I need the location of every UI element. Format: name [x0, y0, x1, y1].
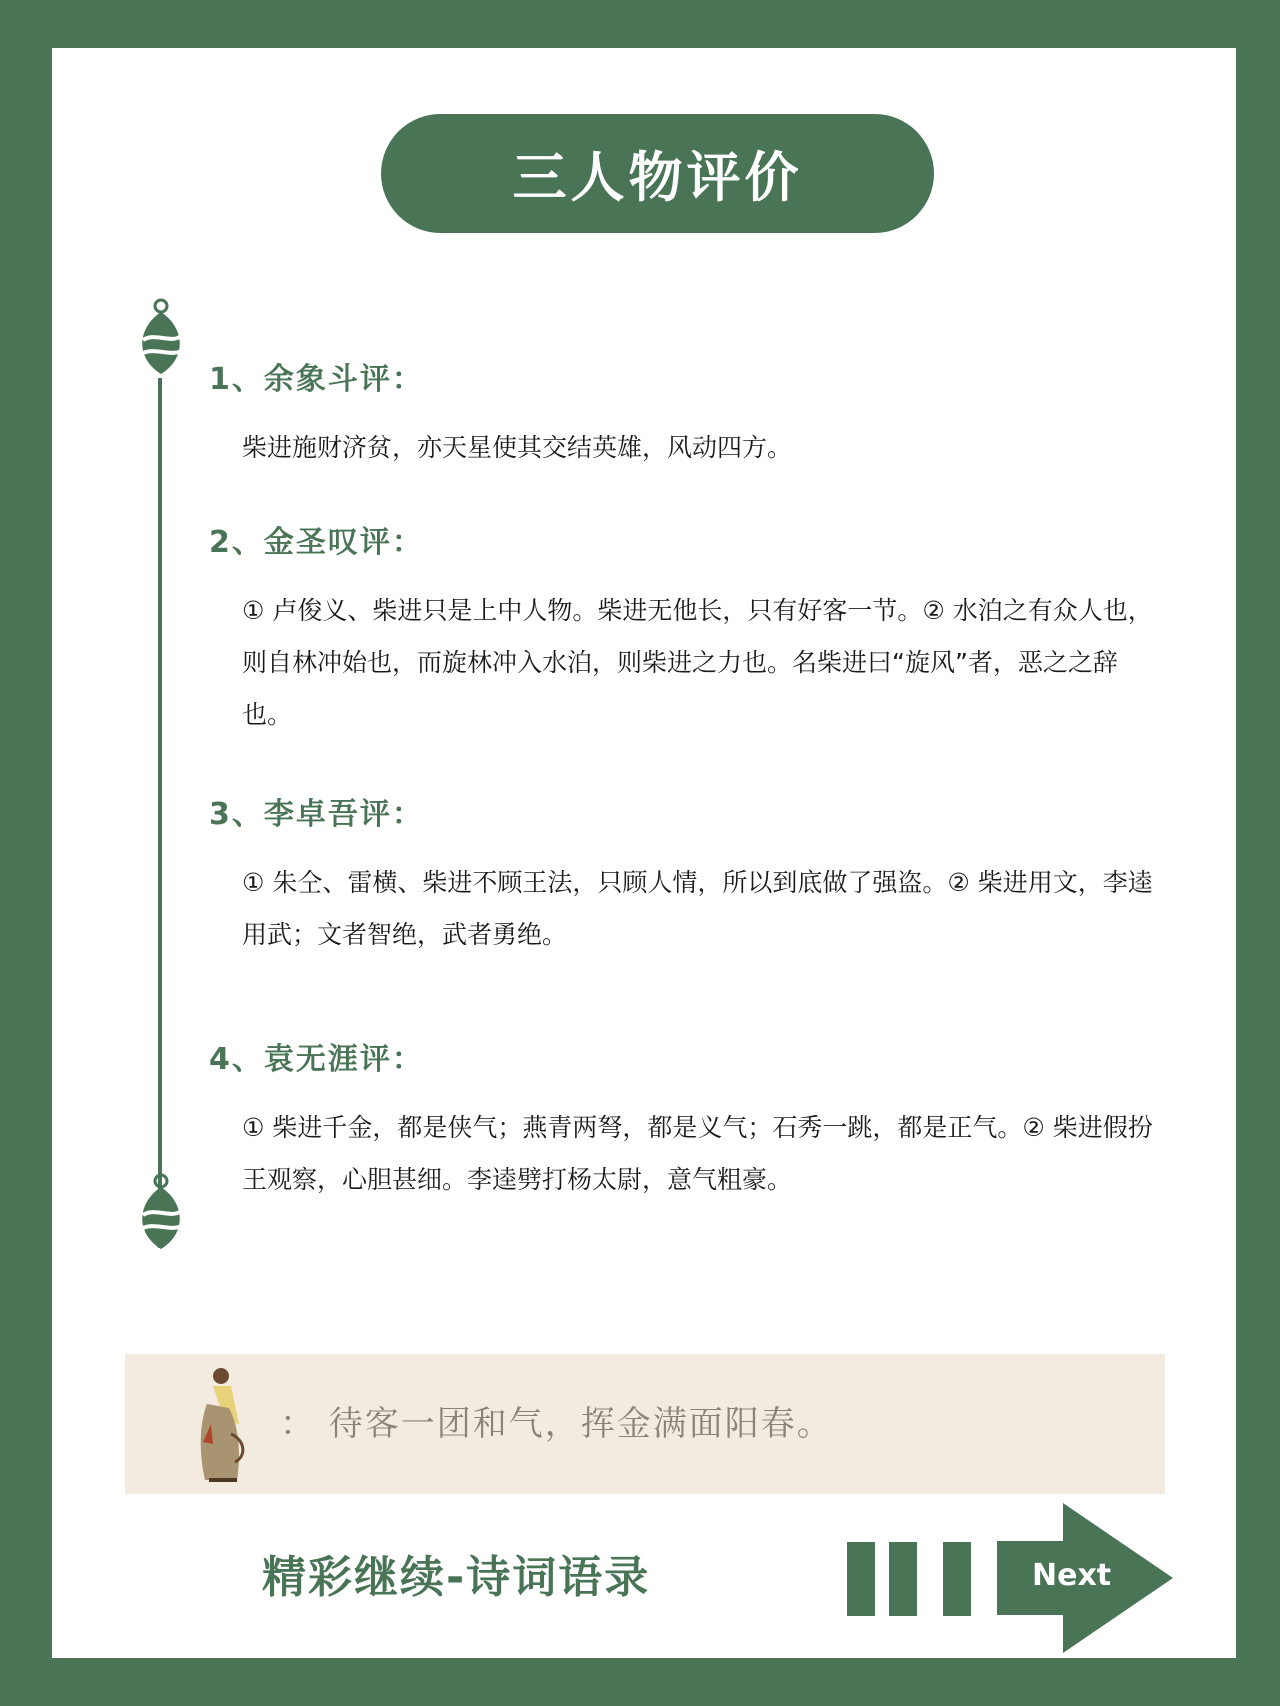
content-card	[52, 48, 1236, 1658]
ornament-icon	[131, 1173, 191, 1253]
section-heading: 2、金圣叹评：	[209, 525, 424, 560]
quote-box	[125, 1354, 1165, 1494]
character-figure-icon	[185, 1364, 255, 1486]
section-heading: 4、袁无涯评：	[209, 1042, 424, 1077]
section-body: 柴进施财济贫，亦天星使其交结英雄，风动四方。	[242, 433, 793, 462]
timeline-line	[158, 378, 162, 1248]
section-body: ① 卢俊义、柴进只是上中人物。柴进无他长，只有好客一节。② 水泊之有众人也，则自林冲始也，而旋林冲入水泊，则柴进之力也。名柴进曰“旋风”者，恶之之辞也。	[242, 596, 1153, 729]
review-section	[209, 795, 1169, 961]
next-button[interactable]: Next	[1032, 1558, 1112, 1593]
ornament-icon	[131, 298, 191, 378]
footer-continue-text: 精彩继续-诗词语录	[262, 1552, 651, 1603]
page-title: 三人物评价	[381, 114, 934, 233]
section-body: ① 朱仝、雷横、柴进不顾王法，只顾人情，所以到底做了强盗。② 柴进用文，李逵用武；文者智绝，武者勇绝。	[242, 868, 1153, 949]
section-heading: 3、李卓吾评：	[209, 797, 424, 832]
review-section	[209, 360, 1169, 474]
review-section	[209, 523, 1169, 741]
section-body: ① 柴进千金，都是侠气；燕青两弩，都是义气；石秀一跳，都是正气。② 柴进假扮王观察，心胆甚细。李逵劈打杨太尉，意气粗豪。	[242, 1113, 1153, 1194]
review-section	[209, 1040, 1169, 1206]
decorative-bar	[889, 1542, 917, 1616]
decorative-bar	[943, 1542, 971, 1616]
section-heading: 1、余象斗评：	[209, 362, 424, 397]
quote-text: ： 待客一团和气，挥金满面阳春。	[280, 1404, 833, 1444]
decorative-bar	[847, 1542, 875, 1616]
